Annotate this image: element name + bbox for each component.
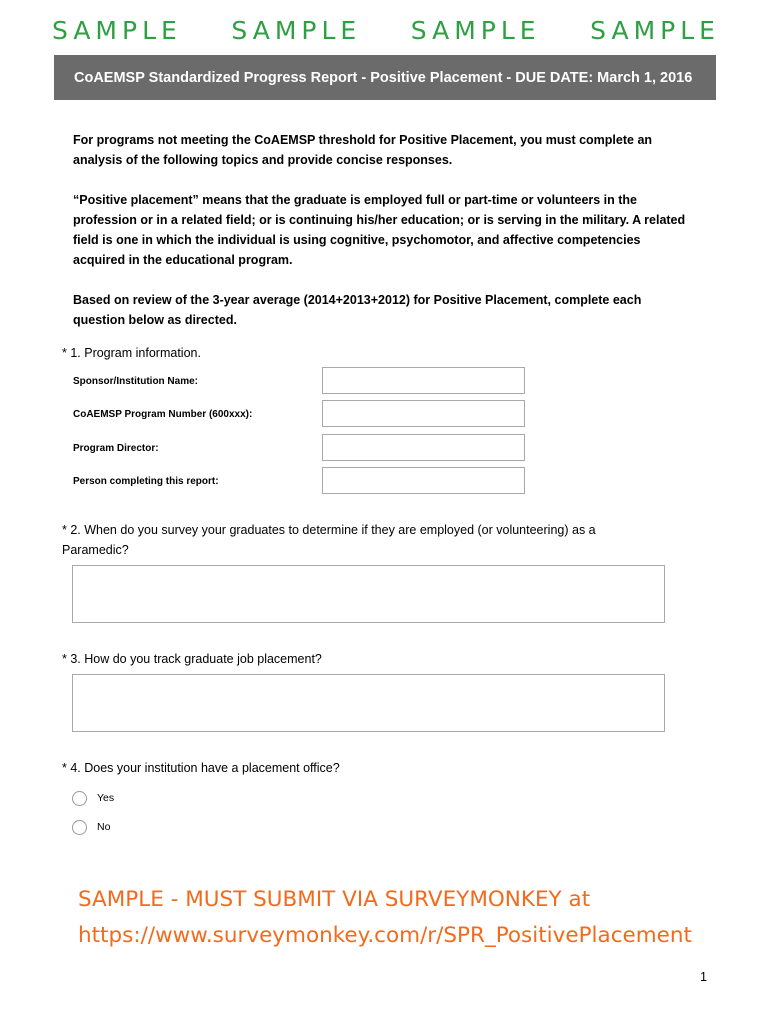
person-completing-input[interactable] [322,467,525,494]
program-number-label: CoAEMSP Program Number (600xxx): [73,409,253,420]
radio-label-no: No [97,821,111,833]
placement-office-option-yes[interactable] [72,789,114,807]
sample-watermark: SAMPLE [410,16,541,45]
program-number-input[interactable] [322,400,525,427]
sponsor-institution-input[interactable] [322,367,525,394]
sponsor-institution-label: Sponsor/Institution Name: [73,376,198,387]
report-title: CoAEMSP Standardized Progress Report - Positive Placement - DUE DATE: March 1, 2016 [74,69,693,86]
placement-office-option-no[interactable] [72,818,110,836]
report-title-bar [54,55,716,100]
program-director-label: Program Director: [73,443,159,454]
question-1-text: * 1. Program information. [62,346,201,360]
intro-paragraph-threshold: For programs not meeting the CoAEMSP threshold for Positive Placement, you must complete an analysis of the following topics and provide concise responses. [73,133,653,167]
intro-paragraph-definition: “Positive placement” means that the graduate is employed full or part-time or volunteers in the profession or in a related field; or is continuing his/her education; or is serving in the military. A related field is one in which the individual is using cognitive, psychomotor, and affective competencies acquired in the educational program. [73,193,686,267]
question-4-text: * 4. Does your institution have a placement office? [62,761,340,775]
radio-button[interactable] [72,820,87,835]
person-completing-label: Person completing this report: [73,476,219,487]
sample-watermark: SAMPLE [231,16,362,45]
program-director-input[interactable] [322,434,525,461]
intro-paragraph-instructions: Based on review of the 3-year average (2014+2013+2012) for Positive Placement, complete each question below as directed. [73,293,642,327]
sample-watermark: SAMPLE [590,16,720,45]
radio-button[interactable] [72,791,87,806]
question-2-text: * 2. When do you survey your graduates to determine if they are employed (or volunteering) as a Paramedic? [62,523,596,557]
submit-note-url[interactable]: https://www.surveymonkey.com/r/SPR_PositivePlacement [78,923,692,948]
submit-note-line-1: SAMPLE - MUST SUBMIT VIA SURVEYMONKEY at [78,887,591,912]
watermark-row [52,14,720,48]
job-placement-tracking-textarea[interactable] [72,674,665,732]
question-3-text: * 3. How do you track graduate job placement? [62,652,322,666]
survey-timing-textarea[interactable] [72,565,665,623]
page-number: 1 [700,970,707,984]
radio-label-yes: Yes [97,792,115,804]
sample-watermark: SAMPLE [52,16,182,45]
